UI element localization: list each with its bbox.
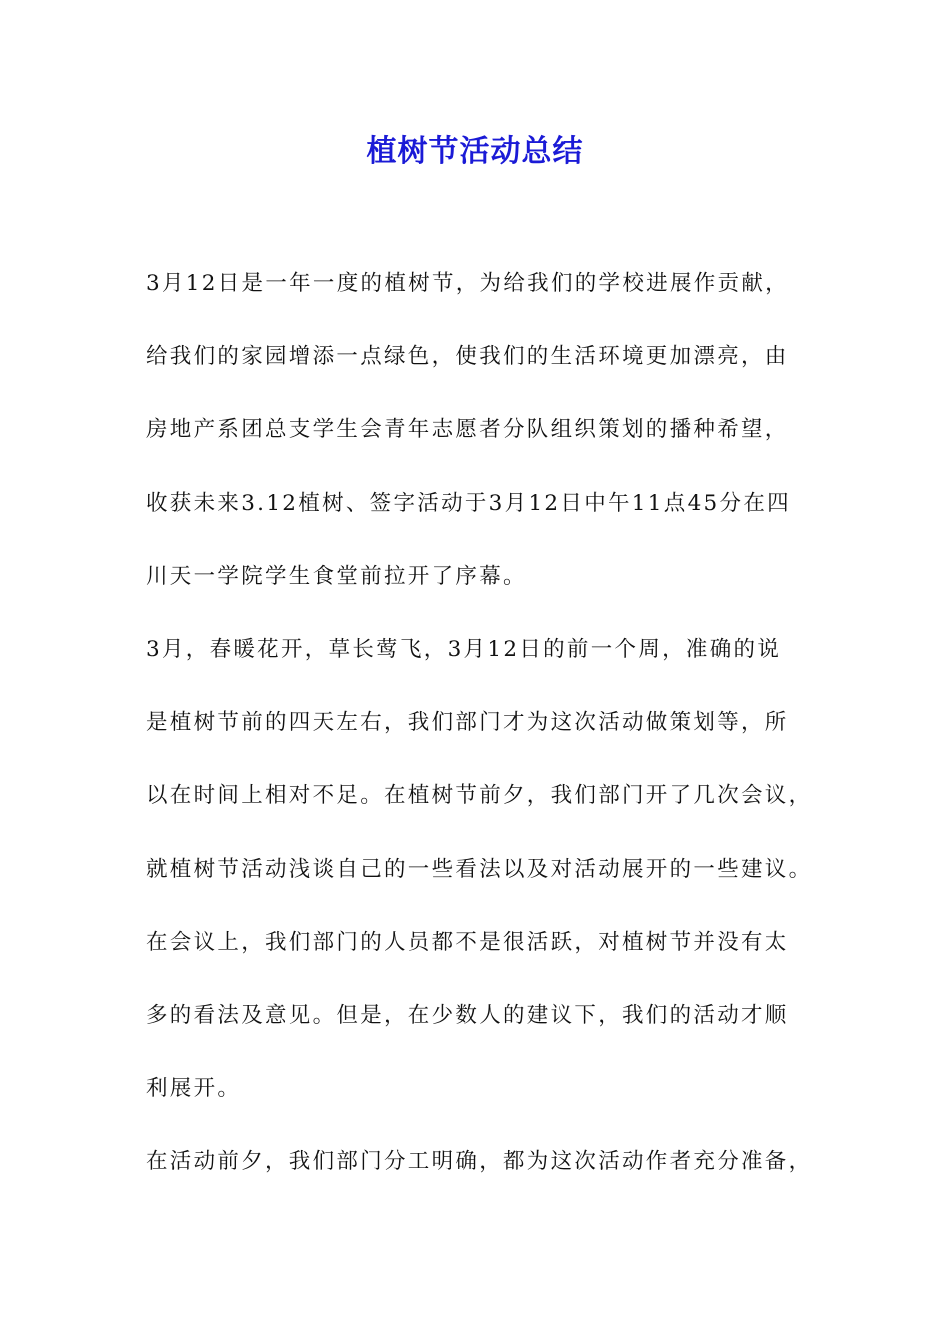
text-line: 给我们的家园增添一点绿色，使我们的生活环境更加漂亮，由 [146, 344, 789, 370]
document-body [146, 264, 836, 1215]
text-line: 是植树节前的四天左右，我们部门才为这次活动做策划等，所 [146, 710, 789, 736]
text-line: 利展开。 [146, 1076, 242, 1102]
text-line: 在会议上，我们部门的人员都不是很活跃，对植树节并没有太 [146, 929, 789, 955]
document-title: 植树节活动总结 [366, 134, 584, 169]
text-line: 房地产系团总支学生会青年志愿者分队组织策划的播种希望， [146, 417, 789, 443]
text-line: 多的看法及意见。但是，在少数人的建议下，我们的活动才顺 [146, 1002, 789, 1028]
text-line: 川天一学院学生食堂前拉开了序幕。 [146, 563, 527, 589]
text-line: 3月，春暖花开，草长莺飞，3月12日的前一个周，准确的说 [146, 636, 782, 662]
text-line: 3月12日是一年一度的植树节，为给我们的学校进展作贡献， [146, 271, 789, 296]
text-line: 以在时间上相对不足。在植树节前夕，我们部门开了几次会议， [146, 783, 813, 809]
text-line: 收获未来3.12植树、签字活动于3月12日中午11点45分在四 [146, 490, 791, 516]
text-line: 在活动前夕，我们部门分工明确，都为这次活动作者充分准备， [146, 1149, 813, 1175]
text-line: 就植树节活动浅谈自己的一些看法以及对活动展开的一些建议。 [146, 856, 813, 882]
